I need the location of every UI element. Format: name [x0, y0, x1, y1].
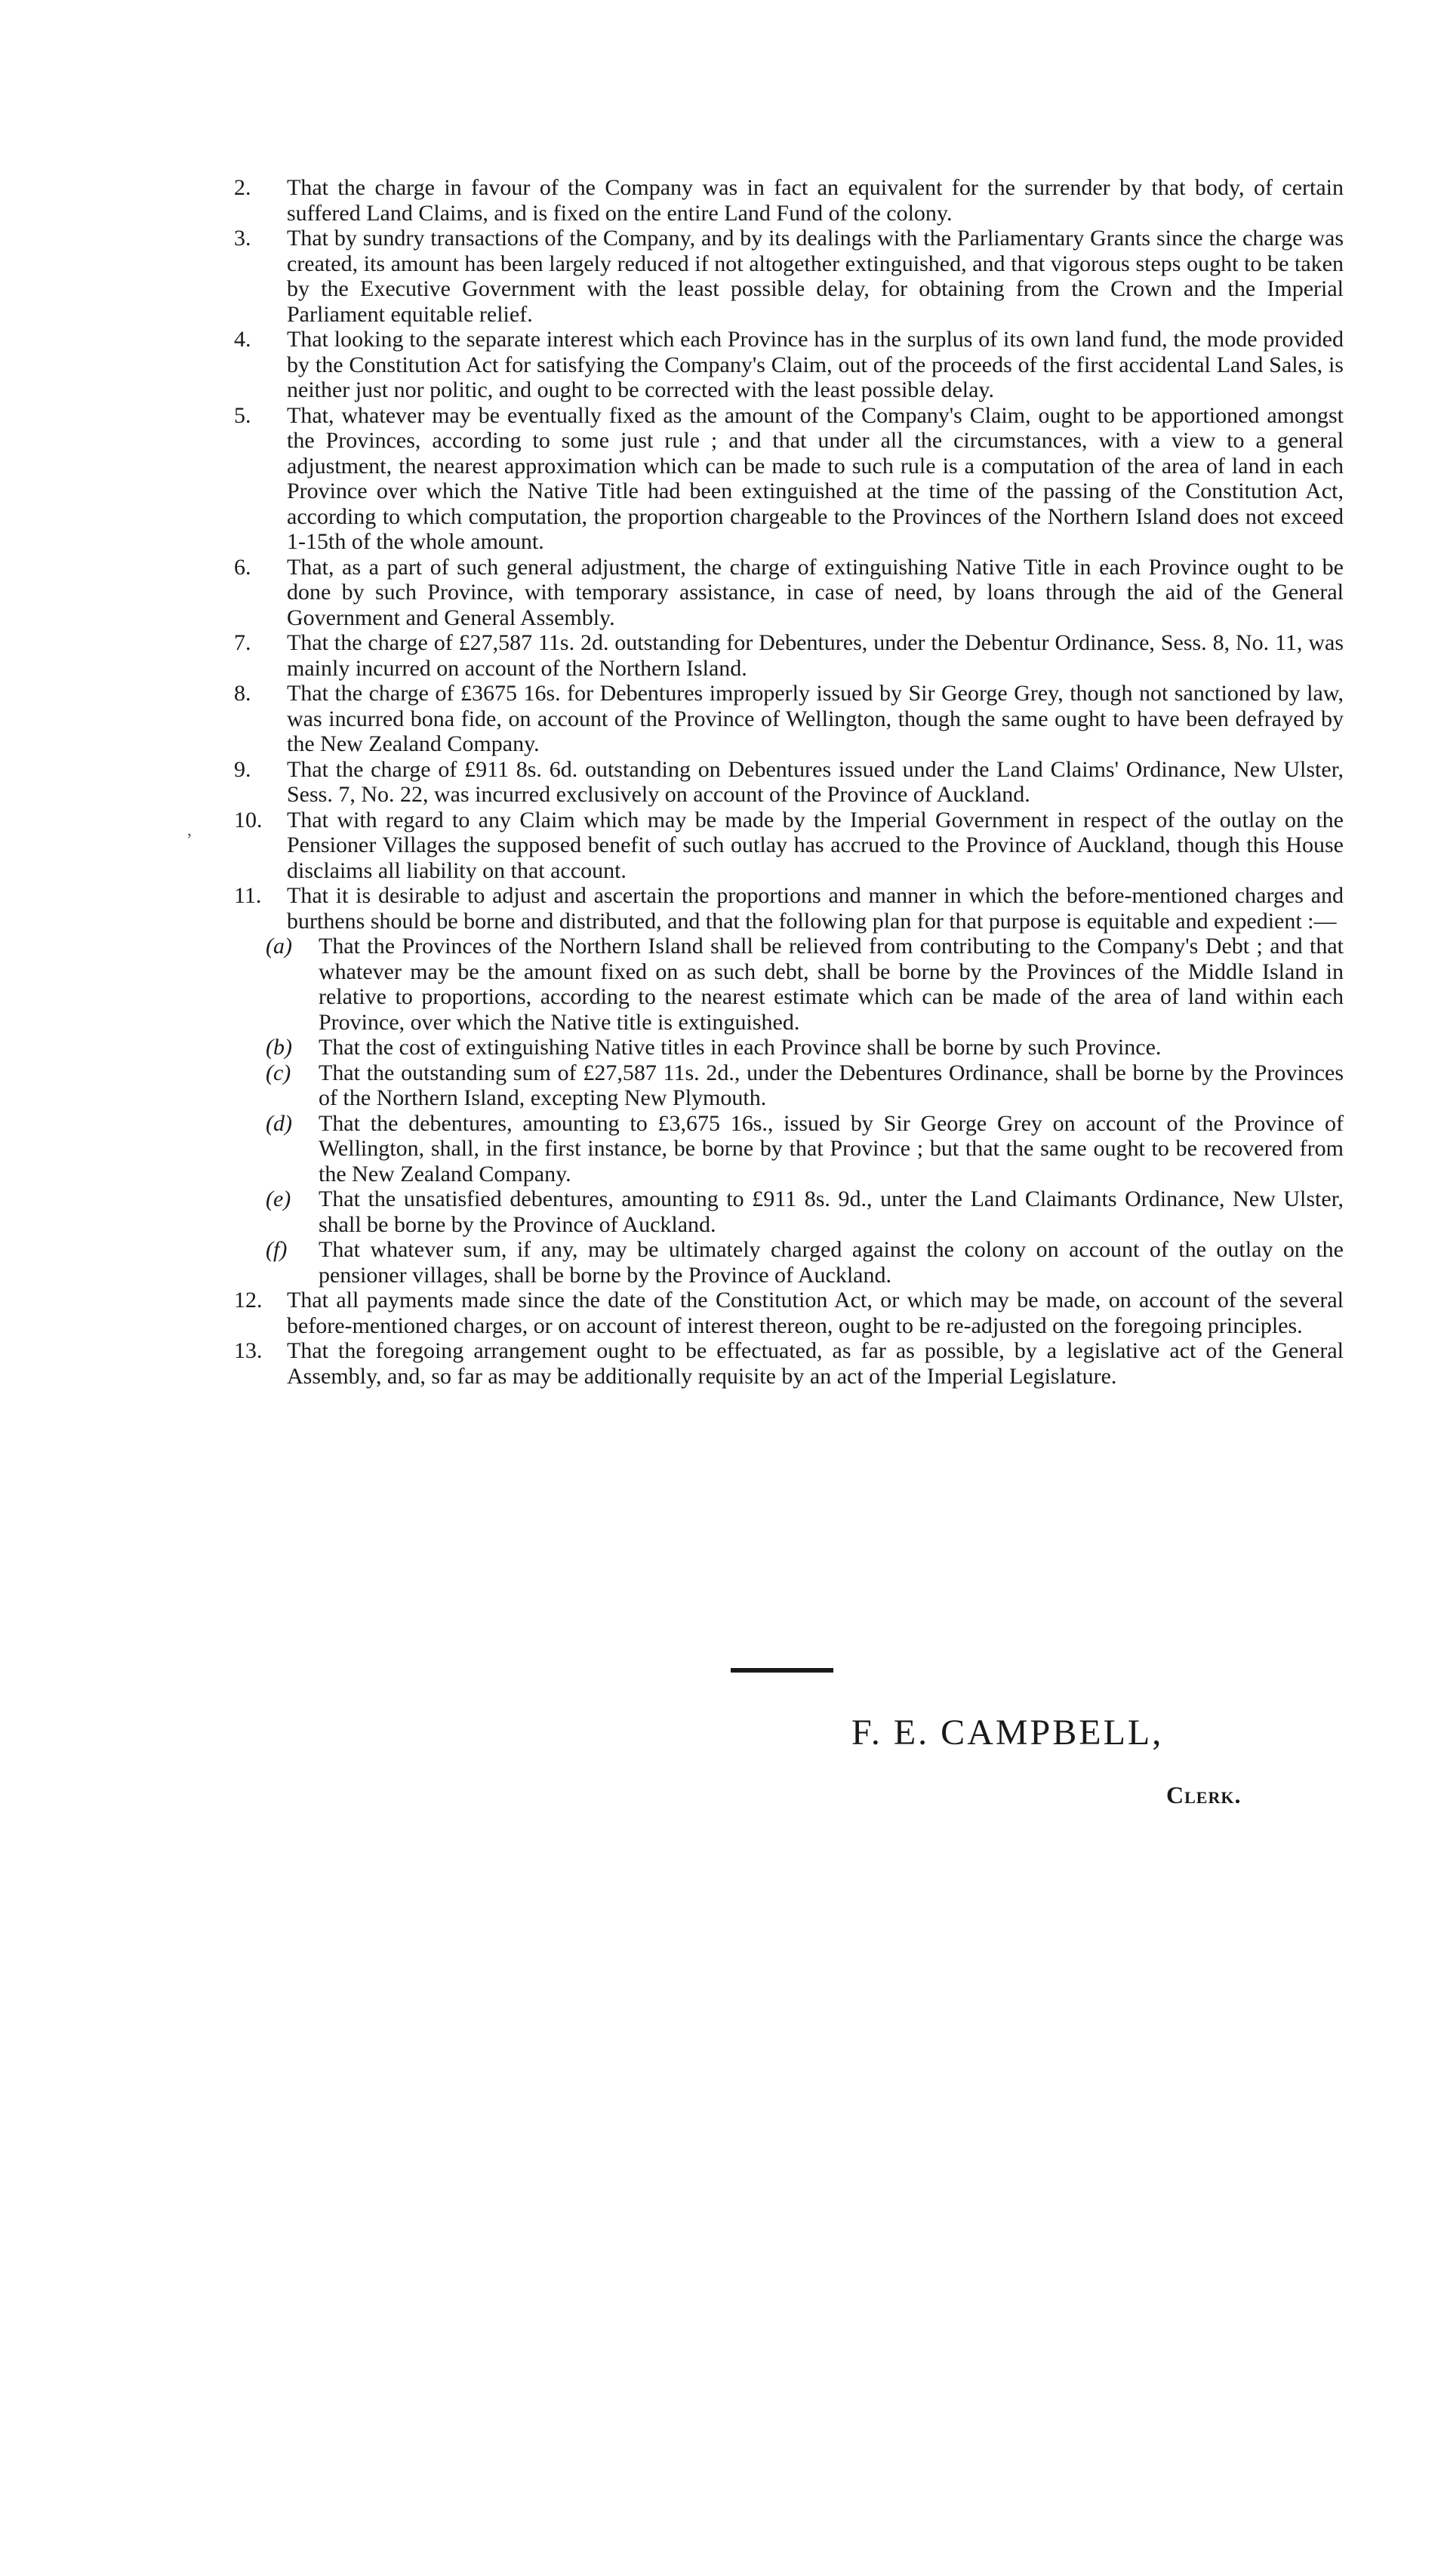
resolution-number: 11.	[234, 883, 262, 908]
sub-item-letter: (d)	[266, 1110, 292, 1136]
resolution-text: That the charge of £27,587 11s. 2d. outstanding for Debentures, under the Debentur Ordinance, Sess. 8, No. 11, was mainly incurred on account of the Northern Island.	[287, 630, 1344, 681]
resolution-number: 9.	[234, 756, 251, 782]
resolution-2	[234, 175, 1344, 226]
sub-item-text: That the cost of extinguishing Native titles in each Province shall be borne by such Province.	[319, 1035, 1162, 1060]
sub-item-e	[234, 1186, 1344, 1237]
resolution-number: 7.	[234, 630, 251, 655]
resolution-text: That all payments made since the date of the Constitution Act, or which may be made, on account of the several before-mentioned charges, or on account of interest thereon, ought to be re-adjusted on the foregoing principles.	[287, 1288, 1344, 1338]
resolution-text: That it is desirable to adjust and ascertain the proportions and manner in which the before-mentioned charges and burthens should be borne and distributed, and that the following plan for that purpose is equitable and expedient :—	[287, 883, 1344, 934]
resolution-text: That the charge of £911 8s. 6d. outstanding on Debentures issued under the Land Claims' Ordinance, New Ulster, Sess. 7, No. 22, was incurred exclusively on account of the Province of Auckland.	[287, 756, 1344, 807]
resolution-text: That the charge of £3675 16s. for Debentures improperly issued by Sir George Grey, though not sanctioned by law, was incurred bona fide, on account of the Province of Wellington, though the same ought to have been defrayed by the New Zealand Company.	[287, 681, 1344, 756]
resolution-9	[234, 757, 1344, 808]
resolution-11	[234, 883, 1344, 934]
resolution-text: That with regard to any Claim which may be made by the Imperial Government in respect of the outlay on the Pensioner Villages the supposed benefit of such outlay has accrued to the Province of Auckland, though this House disclaims all liability on that account.	[287, 807, 1344, 883]
resolution-number: 10.	[234, 807, 263, 833]
sub-item-c	[234, 1060, 1344, 1111]
resolution-text: That the charge in favour of the Company was in fact an equivalent for the surrender by that body, of certain suffered Land Claims, and is fixed on the entire Land Fund of the colony.	[287, 175, 1344, 226]
resolution-number: 6.	[234, 554, 251, 580]
sub-item-text: That the outstanding sum of £27,587 11s. 2d., under the Debentures Ordinance, shall be borne by the Provinces of the Northern Island, excepting New Plymouth.	[319, 1060, 1344, 1110]
sub-item-text: That the debentures, amounting to £3,675 16s., issued by Sir George Grey on account of the Province of Wellington, shall, in the first instance, be borne by that Province ; but that the same ought to be recovered from the New Zealand Company.	[319, 1110, 1344, 1186]
sub-item-letter: (f)	[266, 1237, 288, 1262]
resolution-text: That the foregoing arrangement ought to be effectuated, as far as possible, by a legislative act of the General Assembly, and, so far as may be additionally requisite by an act of the Imperial Legislature.	[287, 1338, 1344, 1389]
resolution-text: That by sundry transactions of the Company, and by its dealings with the Parliamentary Grants since the charge was created, its amount has been largely reduced if not altogether extinguished, and that vigorous steps ought to be taken by the Executive Government with the least possible delay, for obtaining from the Crown and the Imperial Parliament equitable relief.	[287, 226, 1344, 327]
resolution-8	[234, 681, 1344, 757]
sub-item-letter: (e)	[266, 1186, 291, 1211]
resolutions-text	[234, 175, 1344, 1389]
resolution-text: That, as a part of such general adjustment, the charge of extinguishing Native Title in each Province ought to be done by such Province, with temporary assistance, in case of need, by loans through the aid of the General Government and General Assembly.	[287, 554, 1344, 630]
sub-item-letter: (c)	[266, 1060, 291, 1085]
resolution-7	[234, 630, 1344, 681]
sub-item-f	[234, 1237, 1344, 1288]
resolution-number: 12.	[234, 1288, 263, 1313]
sub-item-text: That whatever sum, if any, may be ultimately charged against the colony on account of the outlay on the pensioner villages, shall be borne by the Province of Auckland.	[319, 1237, 1344, 1288]
sub-item-a	[234, 934, 1344, 1035]
resolution-number: 8.	[234, 681, 251, 706]
resolution-10	[234, 808, 1344, 884]
sub-item-text: That the unsatisfied debentures, amounting to £911 8s. 9d., unter the Land Claimants Ordinance, New Ulster, shall be borne by the Province of Auckland.	[319, 1186, 1344, 1237]
signature-title: Clerk.	[1166, 1781, 1242, 1808]
resolution-5	[234, 403, 1344, 555]
sub-item-b	[234, 1035, 1344, 1060]
sub-item-letter: (b)	[266, 1035, 292, 1060]
sub-item-text: That the Provinces of the Northern Island shall be relieved from contributing to the Company's Debt ; and that whatever may be the amount fixed on as such debt, shall be borne by the Provinces of the Middle Island in relative to proportions, according to the nearest estimate which can be made of the area of land within each Province, over which the Native title is extinguished.	[319, 934, 1344, 1035]
resolution-number: 13.	[234, 1338, 263, 1363]
resolution-number: 3.	[234, 226, 251, 251]
sub-item-d	[234, 1111, 1344, 1187]
resolution-4	[234, 327, 1344, 403]
resolution-6	[234, 555, 1344, 631]
sub-item-letter: (a)	[266, 934, 292, 959]
section-divider	[731, 1668, 833, 1673]
margin-mark: ,	[187, 820, 192, 840]
resolution-12	[234, 1288, 1344, 1338]
resolution-3	[234, 226, 1344, 327]
resolution-number: 5.	[234, 402, 251, 428]
resolution-number: 2.	[234, 175, 251, 200]
resolution-text: That looking to the separate interest which each Province has in the surplus of its own land fund, the mode provided by the Constitution Act for satisfying the Company's Claim, out of the proceeds of the first accidental Land Sales, is neither just nor politic, and ought to be corrected with the least possible delay.	[287, 327, 1344, 402]
resolution-13	[234, 1338, 1344, 1389]
resolution-text: That, whatever may be eventually fixed as the amount of the Company's Claim, ought to be apportioned amongst the Provinces, according to some just rule ; and that under all the circumstances, with a view to a general adjustment, the nearest approximation which can be made to such rule is a computation of the area of land in each Province over which the Native Title had been extinguished at the time of the passing of the Constitution Act, according to which computation, the proportion chargeable to the Provinces of the Northern Island does not exceed 1-15th of the whole amount.	[287, 402, 1344, 554]
resolution-number: 4.	[234, 327, 251, 352]
signature-name: F. E. CAMPBELL,	[851, 1713, 1164, 1753]
